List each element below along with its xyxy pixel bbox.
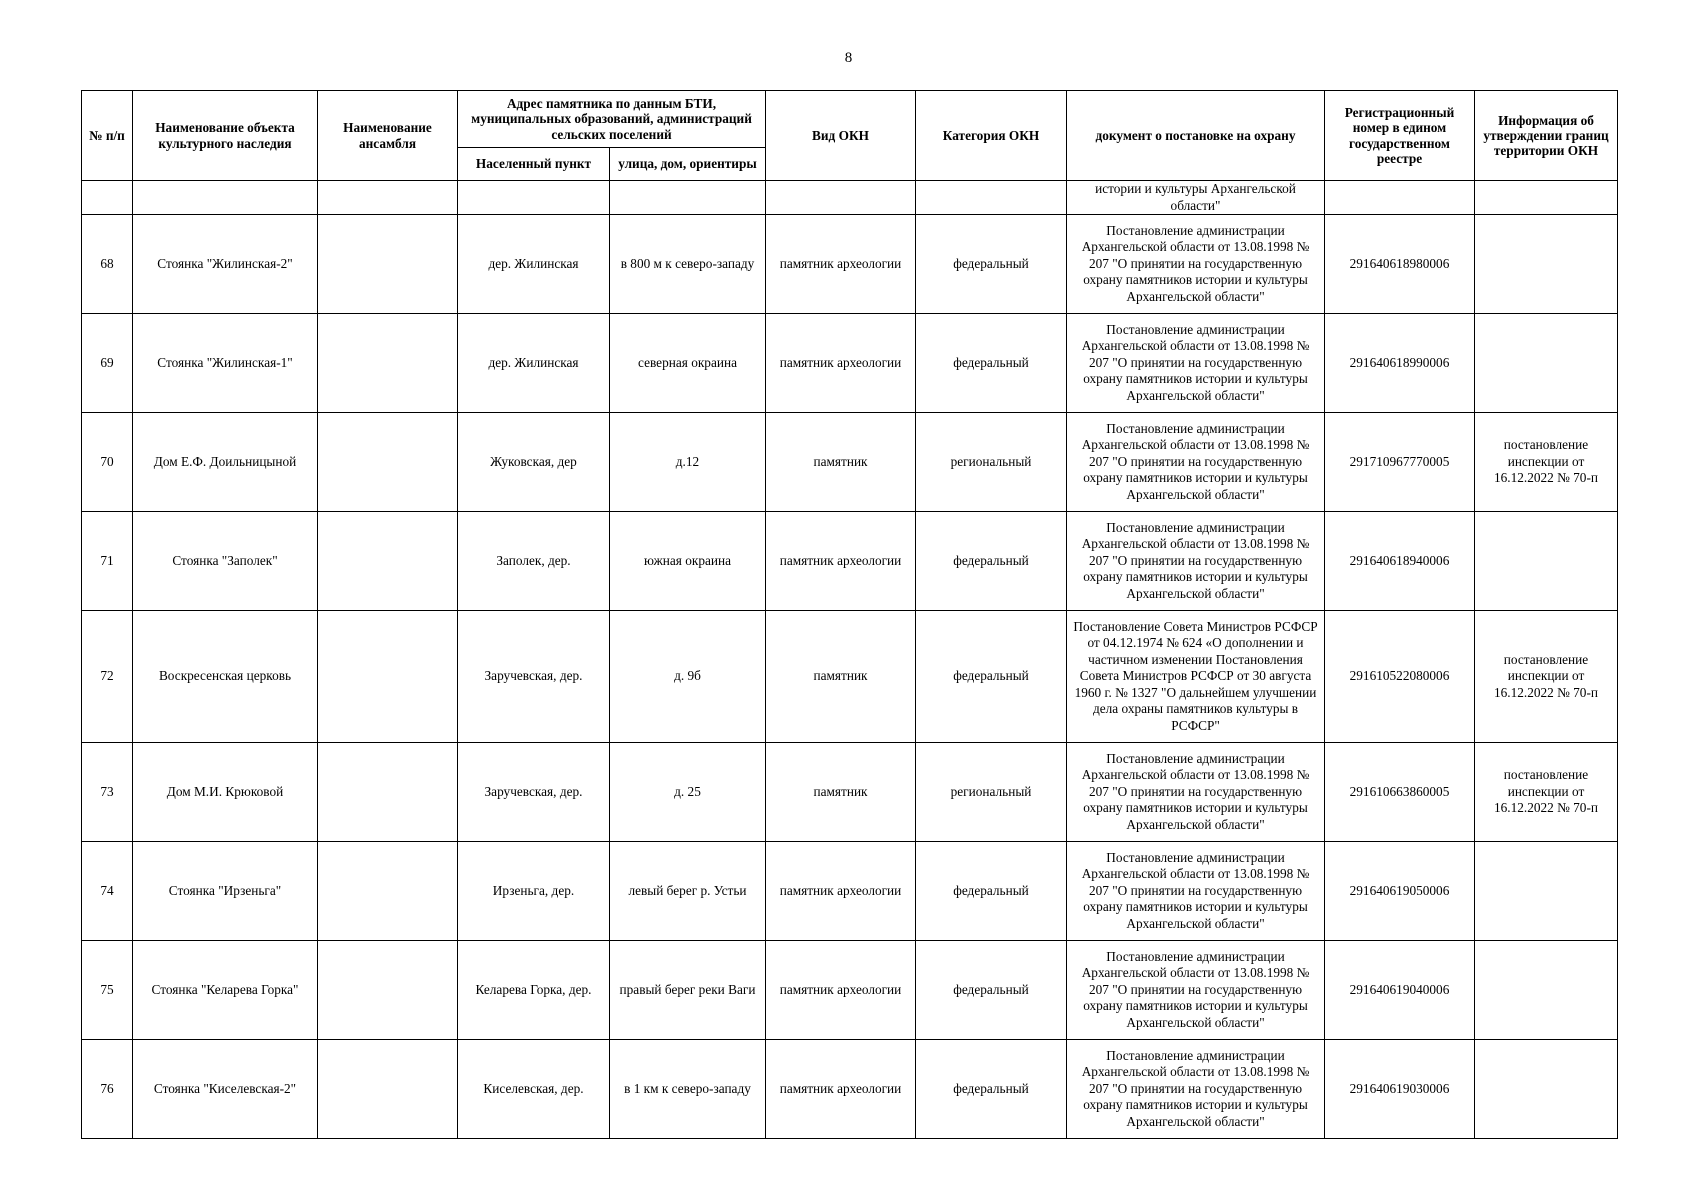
cell-ensemble xyxy=(318,941,458,1040)
cell-kind: памятник археологии xyxy=(766,1040,916,1139)
cell-name: Стоянка "Ирзеньга" xyxy=(133,842,318,941)
cell-document: истории и культуры Архангельской области" xyxy=(1067,181,1325,215)
page-number: 8 xyxy=(844,50,853,66)
cell-ensemble xyxy=(318,314,458,413)
header-street: улица, дом, ориентиры xyxy=(610,148,766,181)
cell-num: 75 xyxy=(82,941,133,1040)
cell-category: федеральный xyxy=(916,215,1067,314)
header-boundaries: Информация об утверждении границ территории ОКН xyxy=(1475,91,1618,181)
cell-name: Стоянка "Келарева Горка" xyxy=(133,941,318,1040)
cell-document: Постановление администрации Архангельской области от 13.08.1998 № 207 "О принятии на государственную охрану памятников истории и культуры Архангельской области" xyxy=(1067,1040,1325,1139)
header-reg-number: Регистрационный номер в едином государственном реестре xyxy=(1325,91,1475,181)
cell-kind: памятник xyxy=(766,413,916,512)
cell-name: Дом М.И. Крюковой xyxy=(133,743,318,842)
table-row xyxy=(82,842,1618,941)
cell-boundaries: постановление инспекции от 16.12.2022 № 70-п xyxy=(1475,743,1618,842)
cell-street: правый берег реки Ваги xyxy=(610,941,766,1040)
header-document: документ о постановке на охрану xyxy=(1067,91,1325,181)
header-locality: Населенный пункт xyxy=(458,148,610,181)
cell-name: Стоянка "Жилинская-1" xyxy=(133,314,318,413)
table-row xyxy=(82,611,1618,743)
cell-street: д. 9б xyxy=(610,611,766,743)
cell-ensemble xyxy=(318,215,458,314)
cell-num: 69 xyxy=(82,314,133,413)
header-name: Наименование объекта культурного наследия xyxy=(133,91,318,181)
cell-document: Постановление администрации Архангельской области от 13.08.1998 № 207 "О принятии на государственную охрану памятников истории и культуры Архангельской области" xyxy=(1067,314,1325,413)
cell-ensemble xyxy=(318,842,458,941)
cell-boundaries xyxy=(1475,941,1618,1040)
cell-ensemble xyxy=(318,413,458,512)
cell-street: левый берег р. Устьи xyxy=(610,842,766,941)
header-num: № п/п xyxy=(82,91,133,181)
cell-reg-number: 291640618990006 xyxy=(1325,314,1475,413)
table-row xyxy=(82,1040,1618,1139)
cell-kind: памятник xyxy=(766,611,916,743)
header-ensemble: Наименование ансамбля xyxy=(318,91,458,181)
cell-document: Постановление администрации Архангельской области от 13.08.1998 № 207 "О принятии на государственную охрану памятников истории и культуры Архангельской области" xyxy=(1067,842,1325,941)
table-row xyxy=(82,941,1618,1040)
cell-document: Постановление Совета Министров РСФСР от 04.12.1974 № 624 «О дополнении и частичном изменении Постановления Совета Министров РСФСР от 30 августа 1960 г. № 1327 "О дальнейшем улучшении дела охраны памятников культуры в РСФСР" xyxy=(1067,611,1325,743)
cell-boundaries xyxy=(1475,1040,1618,1139)
cell-boundaries xyxy=(1475,314,1618,413)
cell-boundaries: постановление инспекции от 16.12.2022 № 70-п xyxy=(1475,611,1618,743)
cell-name: Дом Е.Ф. Доильницыной xyxy=(133,413,318,512)
heritage-registry-table xyxy=(81,90,1618,1139)
cell-reg-number: 291610522080006 xyxy=(1325,611,1475,743)
cell-street: северная окраина xyxy=(610,314,766,413)
cell-kind: памятник xyxy=(766,743,916,842)
cell-boundaries xyxy=(1475,842,1618,941)
cell-boundaries xyxy=(1475,512,1618,611)
cell-document: Постановление администрации Архангельской области от 13.08.1998 № 207 "О принятии на государственную охрану памятников истории и культуры Архангельской области" xyxy=(1067,941,1325,1040)
cell-kind: памятник археологии xyxy=(766,842,916,941)
cell-ensemble xyxy=(318,743,458,842)
cell-reg-number: 291710967770005 xyxy=(1325,413,1475,512)
cell-document: Постановление администрации Архангельской области от 13.08.1998 № 207 "О принятии на государственную охрану памятников истории и культуры Архангельской области" xyxy=(1067,743,1325,842)
header-category: Категория ОКН xyxy=(916,91,1067,181)
cell-boundaries: постановление инспекции от 16.12.2022 № 70-п xyxy=(1475,413,1618,512)
cell-num: 74 xyxy=(82,842,133,941)
cell-num: 71 xyxy=(82,512,133,611)
cell-kind: памятник археологии xyxy=(766,314,916,413)
cell-reg-number: 291640618980006 xyxy=(1325,215,1475,314)
cell-locality: Келарева Горка, дер. xyxy=(458,941,610,1040)
table-row xyxy=(82,512,1618,611)
cell-reg-number: 291610663860005 xyxy=(1325,743,1475,842)
cell-ensemble xyxy=(318,512,458,611)
cell-reg-number: 291640619050006 xyxy=(1325,842,1475,941)
header-kind: Вид ОКН xyxy=(766,91,916,181)
table-row xyxy=(82,314,1618,413)
table-row xyxy=(82,413,1618,512)
cell-category: федеральный xyxy=(916,842,1067,941)
cell-ensemble xyxy=(318,1040,458,1139)
cell-locality: дер. Жилинская xyxy=(458,314,610,413)
cell-street: в 1 км к северо-западу xyxy=(610,1040,766,1139)
cell-street: в 800 м к северо-западу xyxy=(610,215,766,314)
cell-name: Воскресенская церковь xyxy=(133,611,318,743)
cell-num: 72 xyxy=(82,611,133,743)
cell-category: федеральный xyxy=(916,611,1067,743)
cell-document: Постановление администрации Архангельской области от 13.08.1998 № 207 "О принятии на государственную охрану памятников истории и культуры Архангельской области" xyxy=(1067,512,1325,611)
cell-num: 76 xyxy=(82,1040,133,1139)
cell-ensemble xyxy=(318,611,458,743)
cell-reg-number: 291640619030006 xyxy=(1325,1040,1475,1139)
cell-category: федеральный xyxy=(916,1040,1067,1139)
cell-num: 73 xyxy=(82,743,133,842)
cell-locality: дер. Жилинская xyxy=(458,215,610,314)
cell-category: федеральный xyxy=(916,512,1067,611)
cell-locality: Заручевская, дер. xyxy=(458,743,610,842)
cell-kind: памятник археологии xyxy=(766,215,916,314)
cell-kind: памятник археологии xyxy=(766,512,916,611)
cell-category: региональный xyxy=(916,743,1067,842)
cell-category: федеральный xyxy=(916,314,1067,413)
cell-document: Постановление администрации Архангельской области от 13.08.1998 № 207 "О принятии на государственную охрану памятников истории и культуры Архангельской области" xyxy=(1067,413,1325,512)
cell-boundaries xyxy=(1475,215,1618,314)
cell-locality: Ирзеньга, дер. xyxy=(458,842,610,941)
cell-locality: Киселевская, дер. xyxy=(458,1040,610,1139)
cell-category: региональный xyxy=(916,413,1067,512)
table-row xyxy=(82,215,1618,314)
cell-name: Стоянка "Жилинская-2" xyxy=(133,215,318,314)
cell-kind: памятник археологии xyxy=(766,941,916,1040)
cell-locality: Заполек, дер. xyxy=(458,512,610,611)
table-row xyxy=(82,743,1618,842)
table-header-row xyxy=(82,91,1618,148)
header-address-group: Адрес памятника по данным БТИ, муниципальных образований, администраций сельских поселений xyxy=(458,91,766,148)
cell-num: 70 xyxy=(82,413,133,512)
cell-street: южная окраина xyxy=(610,512,766,611)
cell-name: Стоянка "Киселевская-2" xyxy=(133,1040,318,1139)
cell-name: Стоянка "Заполек" xyxy=(133,512,318,611)
cell-category: федеральный xyxy=(916,941,1067,1040)
cell-reg-number: 291640618940006 xyxy=(1325,512,1475,611)
cell-num: 68 xyxy=(82,215,133,314)
cell-reg-number: 291640619040006 xyxy=(1325,941,1475,1040)
cell-document: Постановление администрации Архангельской области от 13.08.1998 № 207 "О принятии на государственную охрану памятников истории и культуры Архангельской области" xyxy=(1067,215,1325,314)
cell-street: д.12 xyxy=(610,413,766,512)
cell-locality: Заручевская, дер. xyxy=(458,611,610,743)
cell-locality: Жуковская, дер xyxy=(458,413,610,512)
table-row-continuation xyxy=(82,181,1618,215)
cell-street: д. 25 xyxy=(610,743,766,842)
